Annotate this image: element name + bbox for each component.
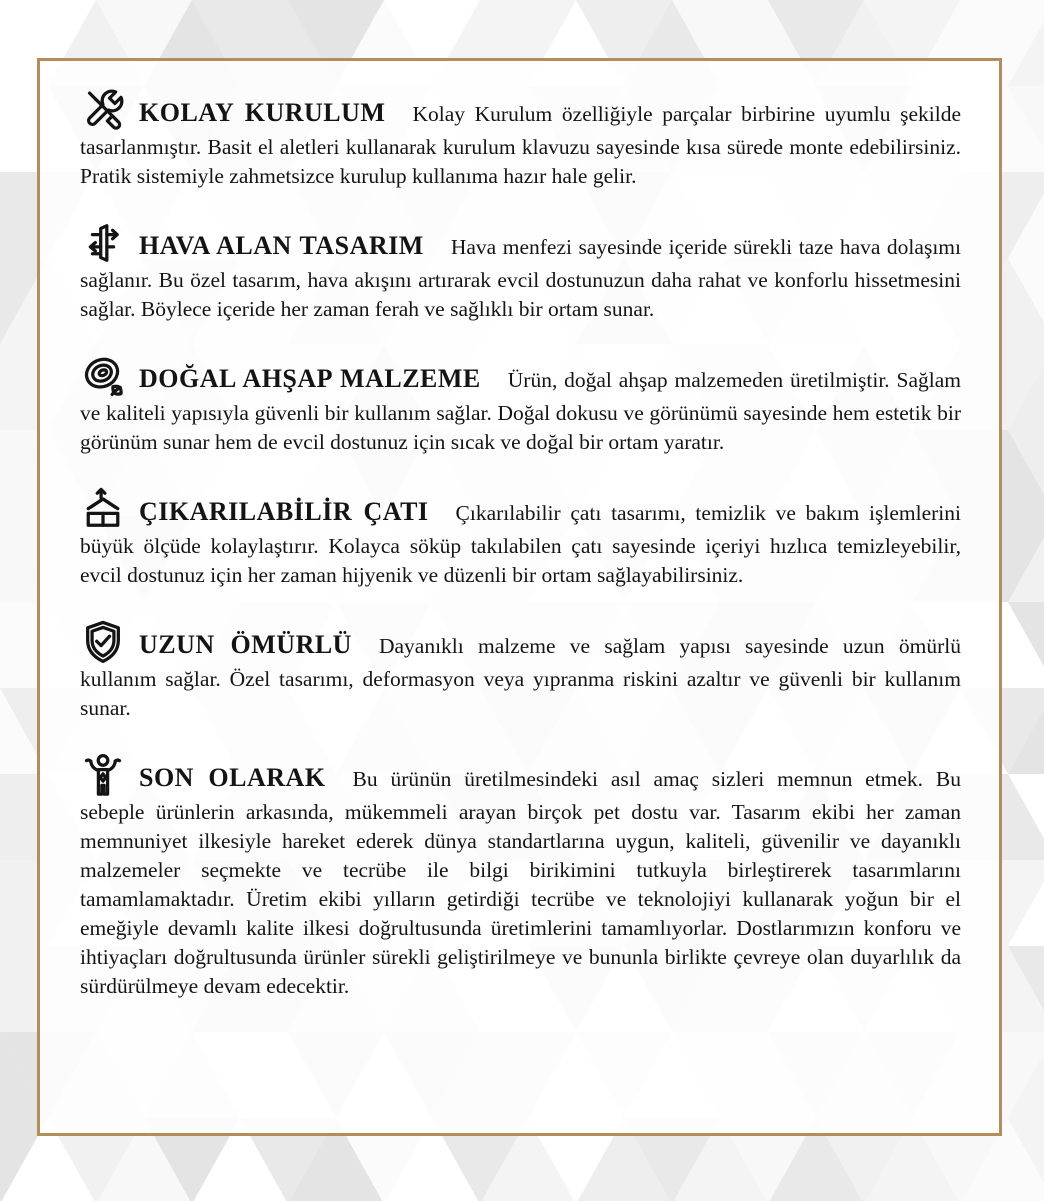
section-title: SON OLARAK [139, 763, 326, 792]
feature-section-kolay-kurulum [80, 87, 961, 191]
section-body: Ürün, doğal ahşap malzemeden üretilmiştir. Sağlam ve kaliteli yapısıyla güvenli bir kullanım sağlar. Doğal dokusu ve görünümü sayesinde hem estetik bir görünüm sunar hem de evcil dostunuz için sıcak ve doğal bir ortam yaratır. [80, 368, 961, 454]
airflow-icon [80, 220, 126, 266]
shield-check-icon [80, 619, 126, 665]
feature-section-hava-alan-tasarim [80, 220, 961, 324]
section-title: DOĞAL AHŞAP MALZEME [139, 364, 481, 393]
feature-section-son-olarak [80, 752, 961, 1001]
section-body: Bu ürünün üretilmesindeki asıl amaç sizleri memnun etmek. Bu sebeple ürünlerin arkasında, mükemmeli arayan birçok pet dostu var. Tasarım ekibi her zaman memnuniyet ilkesiyle hareket ederek dünya standartlarına uygun, kaliteli, güvenilir ve dayanıklı malzemeler seçmekte ve tecrübe ile bilgi birikimini tutkuyla birleştirerek tasarımlarını tamamlamaktadır. Üretim ekibi yılların getirdiği tecrübe ve teknolojiyi kullanarak yoğun bir el emeğiyle devamlı kalite ilkesi doğrultusunda üretimlerini tamamlıyorlar. Dostlarımızın konforu ve ihtiyaçları doğrultusunda ürünler sürekli geliştirilmeye ve bununla birlikte çevreye olan duyarlılık da sürdürülmeye devam edecektir. [80, 767, 961, 998]
section-title: ÇIKARILABİLİR ÇATI [139, 497, 429, 526]
section-title: UZUN ÖMÜRLÜ [139, 630, 352, 659]
wood-icon [80, 353, 126, 399]
person-celebrate-icon [80, 752, 126, 798]
tools-icon [80, 87, 126, 133]
section-body: Dayanıklı malzeme ve sağlam yapısı sayesinde uzun ömürlü kullanım sağlar. Özel tasarımı, deformasyon veya yıpranma riskini azaltır ve güvenli bir kullanım sunar. [80, 634, 962, 720]
section-title: HAVA ALAN TASARIM [139, 231, 424, 260]
feature-section-uzun-omurlu [80, 619, 961, 723]
removable-roof-icon [80, 486, 126, 532]
section-body: Kolay Kurulum özelliğiyle parçalar birbirine uyumlu şekilde tasarlanmıştır. Basit el aletleri kullanarak kurulum klavuzu sayesinde kısa sürede monte edebilirsiniz. Pratik sistemiyle zahmetsizce kurulup kullanıma hazır hale gelir. [80, 102, 962, 188]
content-frame [37, 58, 1002, 1136]
feature-section-dogal-ahsap [80, 353, 961, 457]
feature-section-cikarilabilir-cati [80, 486, 961, 590]
section-body: Hava menfezi sayesinde içeride sürekli taze hava dolaşımı sağlanır. Bu özel tasarım, hava akışını artırarak evcil dostunuzun daha rahat ve konforlu hissetmesini sağlar. Böylece içeride her zaman ferah ve sağlıklı bir ortam sunar. [80, 235, 961, 321]
section-body: Çıkarılabilir çatı tasarımı, temizlik ve bakım işlemlerini büyük ölçüde kolaylaştırır. Kolayca söküp takılabilen çatı sayesinde içeriyi hızlıca temizleyebilir, evcil dostunuz için her zaman hijyenik ve düzenli bir ortam sağlayabilirsiniz. [80, 501, 962, 587]
section-title: KOLAY KURULUM [139, 98, 386, 127]
